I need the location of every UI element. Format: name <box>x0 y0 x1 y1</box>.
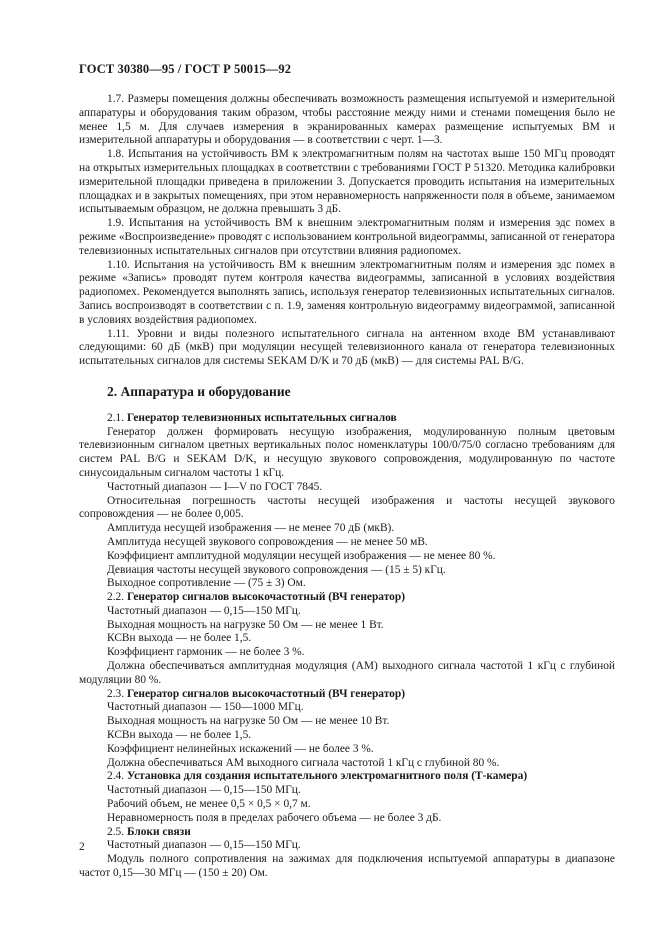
spec-line: Выходная мощность на нагрузке 50 Ом — не менее 1 Вт. <box>107 618 384 631</box>
section-title: 2. Аппаратура и оборудование <box>107 383 291 399</box>
spec-line: КСВн выхода — не более 1,5. <box>107 729 252 742</box>
spec-line: Девиация частоты несущей звукового сопровождения — (15 ± 5) кГц. <box>107 563 446 576</box>
spec-line: Амплитуда несущей изображения — не менее 70 дБ (мкВ). <box>107 522 395 535</box>
paragraph-1-10: 1.10. Испытания на устойчивость ВМ к внешним электромагнитным полям и измерения эдс помех в режиме «Запись» проводят путем контроля качества видеограммы, записанной в условиях воздействия радиопомех. Рекомендуется выполнять запись, используя генератор телевизионных испытательных сигналов. Запись воспроизводят в соответствии с п. 1.9, заменяя контрольную видеограмму видеограммой, записанной в условиях воздействия радиопомех. <box>79 258 615 326</box>
spec-line: Амплитуда несущей звукового сопровождения — не менее 50 мВ. <box>107 535 428 548</box>
spec-line: Частотный диапазон — 0,15—150 МГц. <box>107 604 301 617</box>
spec-line: Выходное сопротивление — (75 ± 3) Ом. <box>107 577 306 590</box>
spec-line: Коэффициент нелинейных искажений — не более 3 %. <box>107 742 374 755</box>
spec-line: Должна обеспечиваться АМ выходного сигнала частотой 1 кГц с глубиной 80 %. <box>107 756 500 769</box>
paragraph-1-7: 1.7. Размеры помещения должны обеспечивать возможность размещения испытуемой и измерительной аппаратуры и оборудования таким образом, чтобы расстояние между ними и стенами помещения было не менее 1,5 м. Для случаев измерения в экранированных камерах размещение испытуемых ВМ и измерительной аппаратуры и оборудования — в соответствии с черт. 1—3. <box>79 93 615 147</box>
document-body <box>79 93 615 881</box>
spec-line: Коэффициент гармоник — не более 3 %. <box>107 646 305 659</box>
subsection-2-5: 2.5. Блоки связи <box>107 825 191 838</box>
spec-line: Выходная мощность на нагрузке 50 Ом — не менее 10 Вт. <box>107 715 390 728</box>
spec-line: Частотный диапазон — 150—1000 МГц. <box>107 701 304 714</box>
spec-line: Модуль полного сопротивления на зажимах для подключения испытуемой аппаратуры в диапазоне частот 0,15—30 МГц — (150 ± 20) Ом. <box>79 853 615 880</box>
spec-line: Неравномерность поля в пределах рабочего объема — не более 3 дБ. <box>107 811 442 824</box>
paragraph-1-11: 1.11. Уровни и виды полезного испытательного сигнала на антенном входе ВМ устанавливают следующими: 60 дБ (мкВ) при модуляции несущей телевизионного канала от генератора телевизионных испытательных сигналов для системы SEKAM D/K и 70 дБ (мкВ) — для системы PAL B/G. <box>79 327 615 368</box>
spec-line: Относительная погрешность частоты несущей изображения и частоты несущей звукового сопровождения — не более 0,005. <box>79 494 615 521</box>
page-header: ГОСТ 30380—95 / ГОСТ Р 50015—92 <box>79 62 292 76</box>
spec-line: КСВн выхода — не более 1,5. <box>107 632 252 645</box>
subsection-2-4: 2.4. Установка для создания испытательного электромагнитного поля (Т-камера) <box>107 770 528 783</box>
spec-line: Должна обеспечиваться амплитудная модуляция (АМ) выходного сигнала частотой 1 кГц с глубиной модуляции 80 %. <box>79 660 615 686</box>
spec-line: Частотный диапазон — 0,15—150 МГц. <box>107 784 301 797</box>
spec-line: Частотный диапазон — I—V по ГОСТ 7845. <box>107 480 323 493</box>
subsection-2-2: 2.2. Генератор сигналов высокочастотный (ВЧ генератор) <box>107 591 405 604</box>
paragraph-1-9: 1.9. Испытания на устойчивость ВМ к внешним электромагнитным полям и измерения эдс помех в режиме «Воспроизведение» проводят с использованием контрольной видеограммы, записанной от генератора телевизионных испытательных сигналов при отсутствии влияния радиопомех. <box>79 217 615 257</box>
subsection-2-1-text: Генератор должен формировать несущую изображения, модулированную полным цветовым телевизионным сигналом цветных вертикальных полос номенклатуры 100/0/75/0 согласно требованиям для систем PAL B/G и SEKAM D/K, и несущую звукового сопровождения, модулированную по частоте синусоидальным сигналом частоты 1 кГц. <box>79 425 615 479</box>
page-number: 2 <box>79 841 85 853</box>
spec-line: Частотный диапазон — 0,15—150 МГц. <box>107 839 301 852</box>
spec-line: Коэффициент амплитудной модуляции несущей изображения — не менее 80 %. <box>107 549 496 562</box>
spec-line: Рабочий объем, не менее 0,5 × 0,5 × 0,7 м. <box>107 798 311 811</box>
subsection-2-3: 2.3. Генератор сигналов высокочастотный (ВЧ генератор) <box>107 687 405 700</box>
paragraph-1-8: 1.8. Испытания на устойчивость ВМ к электромагнитным полям на частотах выше 150 МГц проводят на открытых измерительных площадках в соответствии с требованиями ГОСТ Р 51320. Методика калибровки измерительной площадки приведена в приложении 3. Допускается проводить испытания на измерительных площадках и в закрытых помещениях, при этом неравномерность напряженности поля в объеме, занимаемом испытываемым образцом, не должна превышать 3 дБ. <box>79 148 615 216</box>
subsection-2-1: 2.1. Генератор телевизионных испытательных сигналов <box>107 411 397 424</box>
